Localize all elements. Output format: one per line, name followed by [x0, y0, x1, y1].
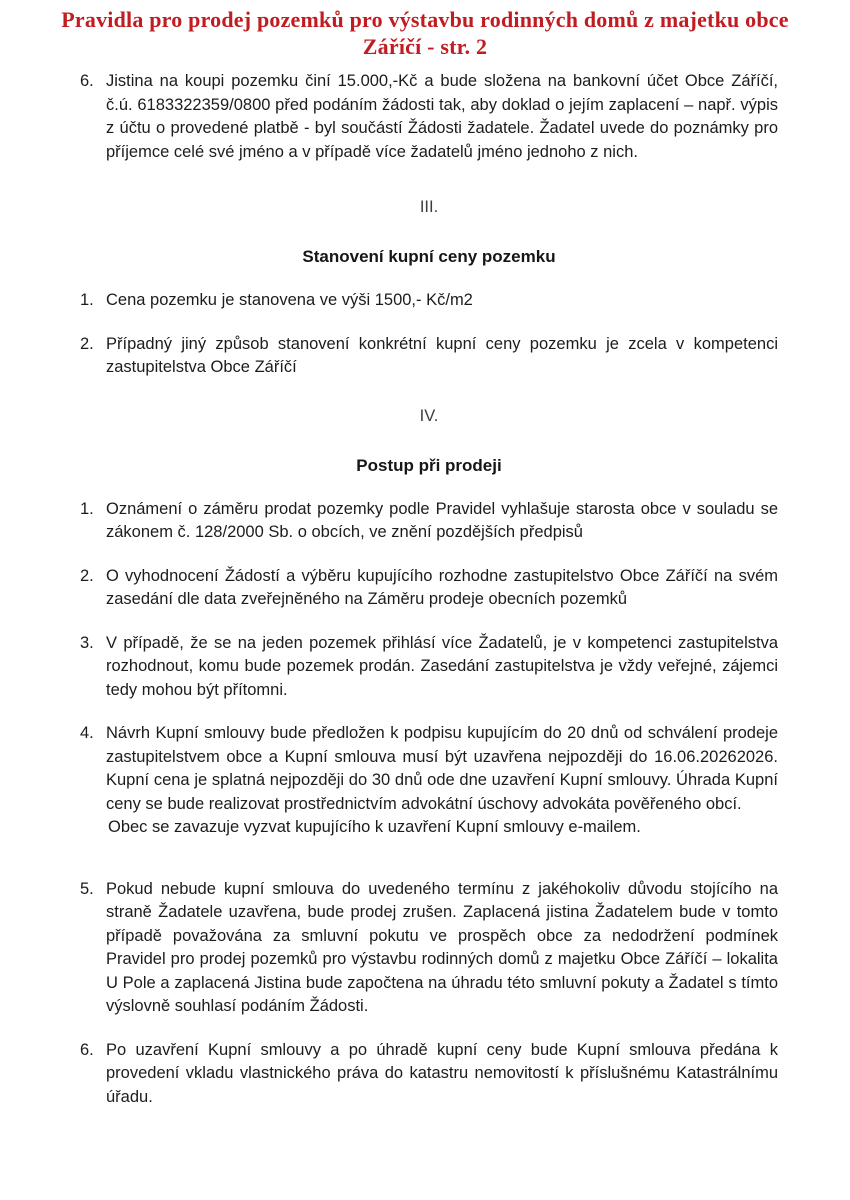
list-item — [80, 70, 778, 164]
list-item — [80, 289, 778, 313]
item-number: 1. — [80, 291, 94, 309]
section-heading: Stanovení kupní ceny pozemku — [302, 247, 556, 266]
item-text — [106, 722, 778, 840]
list-item — [80, 565, 778, 612]
item-text: Po uzavření Kupní smlouvy a po úhradě kupní ceny bude Kupní smlouva předána k provedení vkladu vlastnického práva do katastru nemovitostí k příslušnému Katastrálnímu úřadu. — [106, 1040, 778, 1106]
item-number: 6. — [80, 1040, 94, 1059]
item-number: 6. — [80, 72, 94, 90]
item-text: Cena pozemku je stanovena ve výši 1500,- Kč/m2 — [106, 291, 473, 309]
document-title-line2: Záříčí - str. 2 — [362, 34, 488, 59]
item-text-main: Návrh Kupní smlouvy bude předložen k podpisu kupujícím do 20 dnů od schválení prodeje zastupitelstvem obce a Kupní smlouva musí být uzavřena nejpozději do 16.06.20262026. Kupní cena je splatná nejpozději do 30 dnů ode dne uzavření Kupní smlouvy. Úhrada Kupní ceny se bude realizovat prostřednictvím advokátní úschovy advokáta pověřeného obcí. — [106, 724, 778, 813]
document-body — [80, 70, 778, 1109]
list-item — [80, 1039, 778, 1110]
item-number: 4. — [80, 724, 94, 742]
item-number: 2. — [80, 334, 94, 353]
list-item — [80, 878, 778, 1019]
item-number: 5. — [80, 879, 94, 898]
section-heading: Postup při prodeji — [356, 455, 502, 475]
item-text: Pokud nebude kupní smlouva do uvedeného termínu z jakéhokoliv důvodu stojícího na straně Žadatele uzavřena, bude prodej zrušen. Zaplacená jistina Žadatelem bude v tomto případě považována za smluvní pokutu ve prospěch obce za nedodržení podmínek Pravidel pro prodej pozemků pro výstavbu rodinných domů z majetku Obce Záříčí – lokalita U Pole a zaplacená Jistina bude započtena na úhradu této smluvní pokuty a Žadatel s tímto výslovně souhlasí podáním Žádosti. — [106, 879, 778, 1015]
item-text: O vyhodnocení Žádostí a výběru kupujícího rozhodne zastupitelstvo Obce Záříčí na svém zasedání dle data zveřejněného na Záměru prodeje obecních pozemků — [106, 566, 778, 608]
section-numeral: IV. — [419, 406, 439, 425]
document-title — [18, 6, 832, 60]
document-title-line1: Pravidla pro prodej pozemků pro výstavbu rodinných domů z majetku obce — [61, 7, 789, 32]
item-text: Oznámení o záměru prodat pozemky podle Pravidel vyhlašuje starosta obce v souladu se zákonem č. 128/2000 Sb. o obcích, ve znění pozdějších předpisů — [106, 499, 778, 541]
list-item — [80, 498, 778, 545]
item-number: 1. — [80, 499, 94, 518]
list-item — [80, 333, 778, 380]
item-note: Obec se zavazuje vyzvat kupujícího k uzavření Kupní smlouvy e-mailem. — [108, 818, 641, 836]
item-text: V případě, že se na jeden pozemek přihlásí více Žadatelů, je v kompetenci zastupitelstva rozhodnout, komu bude pozemek prodán. Zasedání zastupitelstva je vždy veřejné, zájemci tedy mohou být přítomni. — [106, 633, 778, 699]
item-number: 2. — [80, 566, 94, 585]
section-numeral: III. — [419, 198, 439, 216]
item-text: Jistina na koupi pozemku činí 15.000,-Kč a bude složena na bankovní účet Obce Záříčí, č.ú. 6183322359/0800 před podáním žádosti tak, aby doklad o jejím zaplacení – např. výpis z účtu o provedené platbě - byl součástí Žádosti žadatele. Žadatel uvede do poznámky pro příjemce celé své jméno a v případě více žadatelů jméno jednoho z nich. — [106, 72, 778, 161]
list-item — [80, 722, 778, 840]
list-item — [80, 632, 778, 703]
item-text: Případný jiný způsob stanovení konkrétní kupní ceny pozemku je zcela v kompetenci zastupitelstva Obce Záříčí — [106, 334, 778, 376]
item-number: 3. — [80, 633, 94, 652]
